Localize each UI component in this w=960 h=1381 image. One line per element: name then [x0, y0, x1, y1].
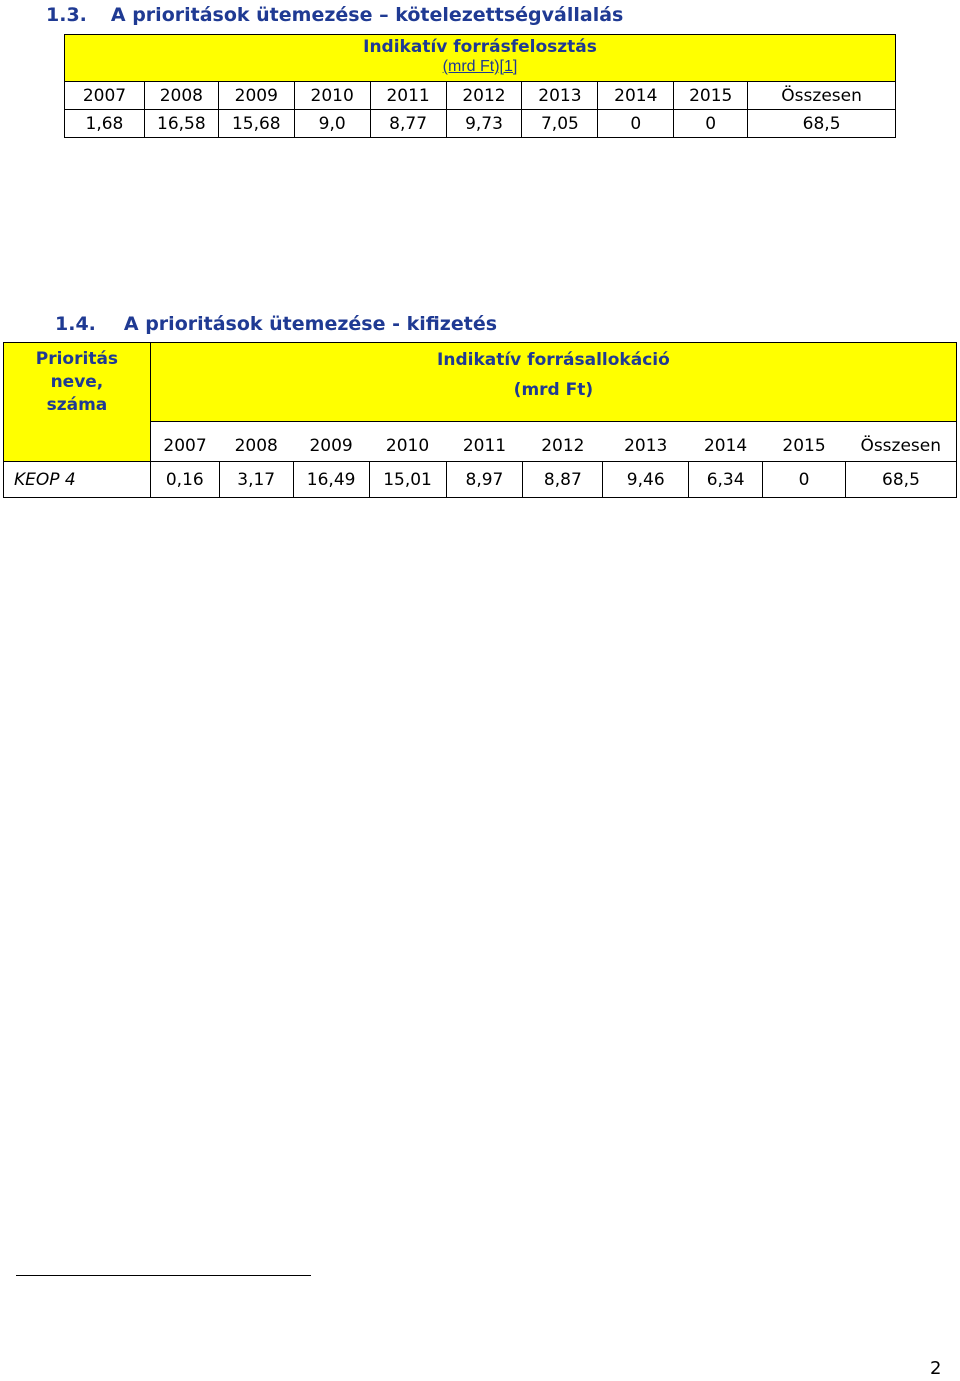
row-label: KEOP 4	[4, 462, 151, 498]
section-heading-1-3	[46, 4, 623, 26]
year-cell: 2013	[603, 422, 689, 462]
total-header-cell: Összesen	[845, 422, 956, 462]
year-cell: 2007	[150, 422, 219, 462]
year-cell: 2013	[522, 82, 598, 110]
year-cell: 2011	[370, 82, 446, 110]
allocation-header-title: Indikatív forrásallokáció	[437, 350, 670, 370]
payment-table	[3, 342, 957, 498]
footnote-separator	[16, 1275, 311, 1276]
year-cell: 2009	[293, 422, 369, 462]
section-number: 1.4.	[55, 313, 96, 335]
year-cell: 2012	[446, 82, 522, 110]
year-header-row	[65, 82, 896, 110]
year-cell: 2008	[219, 422, 293, 462]
priority-header-line: neve,	[50, 372, 104, 392]
total-header-cell: Összesen	[748, 82, 896, 110]
value-cell: 1,68	[65, 110, 145, 138]
allocation-header-unit[interactable]: (mrd Ft)[1]	[442, 58, 518, 75]
value-cell: 0	[763, 462, 846, 498]
year-cell: 2011	[446, 422, 523, 462]
priority-header-line: Prioritás	[35, 349, 119, 369]
allocation-header-title: Indikatív forrásfelosztás	[363, 37, 597, 57]
year-cell: 2008	[144, 82, 218, 110]
section-title: A prioritások ütemezése - kifizetés	[123, 313, 498, 335]
value-cell: 9,0	[294, 110, 370, 138]
value-cell: 16,49	[293, 462, 369, 498]
value-cell: 0	[598, 110, 674, 138]
year-cell: 2014	[598, 82, 674, 110]
year-cell: 2010	[369, 422, 446, 462]
section-number: 1.3.	[46, 4, 87, 26]
value-cell: 7,05	[522, 110, 598, 138]
allocation-header-unit: (mrd Ft)	[513, 380, 594, 400]
value-cell: 8,77	[370, 110, 446, 138]
value-cell: 9,73	[446, 110, 522, 138]
value-cell: 6,34	[689, 462, 763, 498]
section-heading-1-4	[55, 313, 497, 335]
priority-header	[4, 343, 151, 462]
value-cell: 8,87	[523, 462, 603, 498]
value-cell: 16,58	[144, 110, 218, 138]
value-cell: 8,97	[446, 462, 523, 498]
year-cell: 2014	[689, 422, 763, 462]
value-cell: 0	[674, 110, 748, 138]
page-number: 2	[930, 1358, 942, 1379]
total-value-cell: 68,5	[845, 462, 956, 498]
year-cell: 2010	[294, 82, 370, 110]
commitment-table	[64, 34, 896, 138]
year-cell: 2015	[674, 82, 748, 110]
value-cell: 15,01	[369, 462, 446, 498]
value-row	[4, 462, 957, 498]
total-value-cell: 68,5	[748, 110, 896, 138]
value-cell: 0,16	[150, 462, 219, 498]
year-cell: 2015	[763, 422, 846, 462]
value-cell: 3,17	[219, 462, 293, 498]
value-cell: 15,68	[218, 110, 294, 138]
priority-header-line: száma	[46, 395, 108, 415]
year-cell: 2007	[65, 82, 145, 110]
value-cell: 9,46	[603, 462, 689, 498]
allocation-header	[65, 35, 896, 82]
year-cell: 2012	[523, 422, 603, 462]
allocation-header	[150, 343, 956, 422]
year-cell: 2009	[218, 82, 294, 110]
value-row	[65, 110, 896, 138]
section-title: A prioritások ütemezése – kötelezettségvállalás	[110, 4, 624, 26]
